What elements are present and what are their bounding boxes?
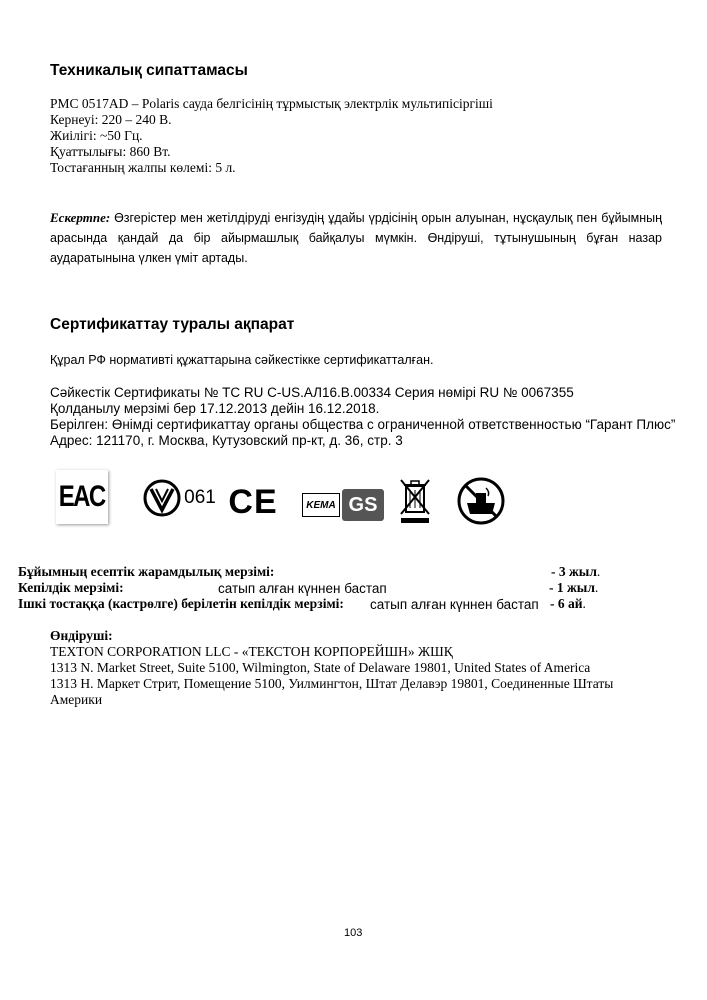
manufacturer-address-ru-cont: Америки [50,692,103,707]
bowl-warranty-months: - 6 ай [550,596,583,611]
warranty-life-label: Бұйымның есептік жарамдылық мерзімі: [18,564,275,579]
bowl-warranty-label: Ішкі тостаққа (кастрөлге) берілетін кепілдік мерзімі: [18,596,344,611]
ukr-conformity-logo [140,476,218,520]
eac-logo-text: EAC [59,480,105,513]
warranty-life-years: - 3 жыл [551,564,597,579]
warranty-period-dot: . [594,580,599,595]
ukr-number: 061 [184,487,216,508]
cert-intro: Құрал РФ нормативті құжаттарына сәйкестікке сертификатталған. [50,353,434,367]
note-text: Өзгерістер мен жетілдіруді енгізудің ұдайы үрдісінің орын алуынан, нұсқаулық пен бұйымның арасында қандай да бір айырмашлық байқалуы мүмкін. Өндіруші, тұтынушының бұған назар аударатынына үлкен үміт артады. [50,211,663,265]
kema-text: KEMA [306,499,336,511]
crossed-bin-icon [398,476,432,524]
tech-voltage-line: Кернеуі: 220 – 240 В. [50,112,172,127]
note-label: Ескертпе: [50,210,111,225]
gs-box [342,489,384,521]
manufacturer-address-en: 1313 N. Market Street, Suite 5100, Wilmington, State of Delaware 19801, United States of America [50,660,591,675]
tech-frequency-line: Жиілігі: ~50 Гц. [50,128,143,143]
tech-volume-line: Тостағанның жалпы көлемі: 5 л. [50,160,236,175]
kema-box [302,493,340,517]
bowl-warranty-value [550,596,586,612]
weee-bin-logo [398,476,432,524]
ukr-conformity-icon [142,478,182,518]
note-paragraph [50,208,662,268]
bowl-warranty-dot: . [582,596,586,611]
cert-validity-line: Қолданылу мерзімі бер 17.12.2013 дейін 16.12.2018. [50,401,380,416]
manufacturer-label: Өндіруші: [50,628,113,643]
bowl-warranty-from: сатып алған күннен бастап [370,597,539,612]
ce-logo-text: CE [228,482,278,521]
warranty-period-value [549,580,598,596]
warranty-life-dot: . [596,564,601,579]
tech-model-line: PMC 0517AD – Polaris сауда белгісінің тұрмыстық электрлік мультипісіргіші [50,96,493,111]
no-dishwasher-logo [456,476,506,526]
manufacturer-address-ru: 1313 Н. Маркет Стрит, Помещение 5100, Уилмингтон, Штат Делавэр 19801, Соединенные Штаты [50,676,614,691]
cert-number-line: Сәйкестік Сертификаты № ТС RU С-US.АЛ16.В.00334 Серия нөмірі RU № 0067355 [50,385,574,400]
manufacturer-name: TEXTON CORPORATION LLC - «ТЕКСТОН КОРПОРЕЙШН» ЖШҚ [50,644,453,659]
gs-text: GS [348,493,378,516]
page-number: 103 [344,927,363,939]
tech-power-line: Қуаттылығы: 860 Вт. [50,144,171,159]
cert-issuer-line: Берілген: Өнімді сертификаттау органы общества с ограниченной ответственностью “Гарант Плюс” [50,417,676,432]
tech-heading: Техникалық сипаттамасы [50,62,248,79]
kema-gs-logo [302,488,384,522]
ce-logo [230,482,276,522]
warranty-period-from: сатып алған күннен бастап [218,581,387,596]
cert-address-line: Адрес: 121170, г. Москва, Кутузовский пр-кт, д. 36, стр. 3 [50,433,403,448]
eac-logo [56,470,108,524]
warranty-life-value [551,564,600,580]
warranty-period-years: - 1 жыл [549,580,595,595]
cert-heading: Сертификаттау туралы ақпарат [50,316,295,333]
no-washing-icon [456,476,506,526]
warranty-period-label: Кепілдік мерзімі: [18,580,124,595]
